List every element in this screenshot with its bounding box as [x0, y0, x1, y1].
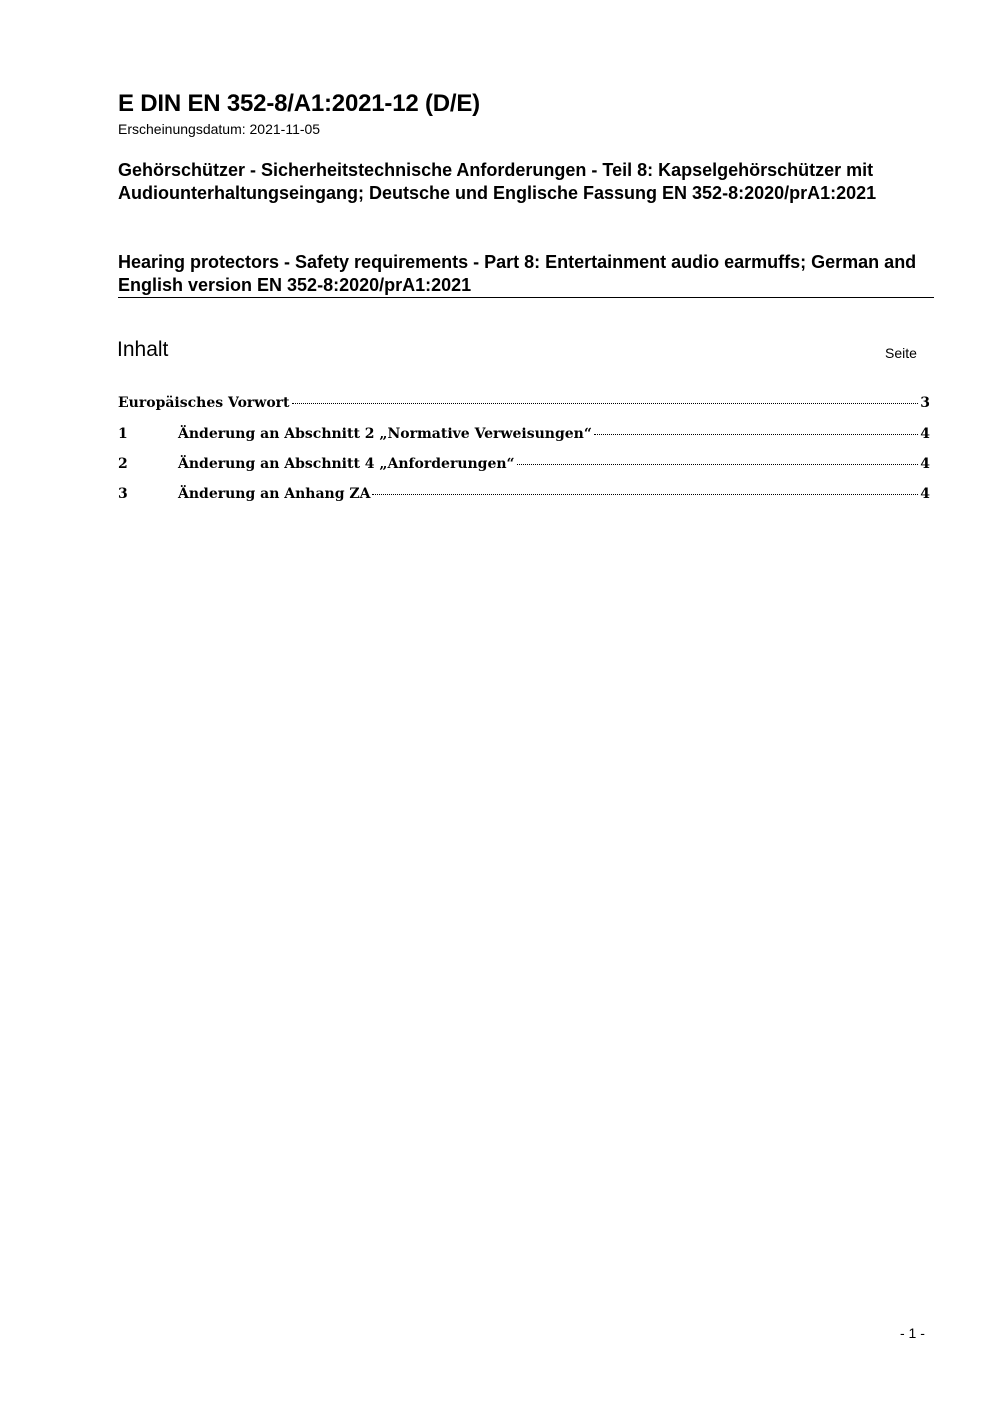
toc-dot-leader [594, 434, 918, 435]
toc-entry-number: 3 [118, 486, 128, 502]
title-divider [118, 297, 934, 298]
toc-entry-number: 2 [118, 456, 128, 472]
title-german: Gehörschützer - Sicherheitstechnische Anforderungen - Teil 8: Kapselgehörschützer mit Audiounterhaltungseingang; Deutsche und Englische Fassung EN 352-8:2020/prA1:2021 [118, 160, 877, 203]
toc-heading: Inhalt [117, 338, 169, 361]
toc-entry-page[interactable]: 3 [920, 395, 930, 411]
toc-entry-label[interactable]: Änderung an Abschnitt 4 „Anforderungen“ [178, 456, 515, 472]
toc-entry-label[interactable]: Änderung an Abschnitt 2 „Normative Verweisungen“ [178, 426, 592, 442]
toc-dot-leader [517, 464, 919, 465]
toc-dot-leader [372, 494, 918, 495]
toc-entry-number: 1 [118, 426, 128, 442]
toc-entry-label[interactable]: Europäisches Vorwort [118, 395, 290, 411]
toc-entry-page[interactable]: 4 [920, 486, 930, 502]
toc-dot-leader [292, 403, 919, 404]
toc-entry-1[interactable] [118, 426, 930, 456]
page-number: - 1 - [900, 1325, 925, 1341]
toc-entry-label[interactable]: Änderung an Anhang ZA [178, 486, 371, 502]
toc-entry-2[interactable] [118, 456, 930, 486]
toc-entry-page[interactable]: 4 [920, 426, 930, 442]
toc-entry-3[interactable] [118, 486, 930, 516]
toc-entry-foreword[interactable] [118, 395, 930, 426]
title-english: Hearing protectors - Safety requirements - Part 8: Entertainment audio earmuffs; German and English version EN 352-8:2020/prA1:2021 [118, 252, 917, 295]
toc-page-label: Seite [885, 345, 917, 361]
toc-entry-page[interactable]: 4 [920, 456, 930, 472]
table-of-contents [118, 395, 930, 516]
publication-date: Erscheinungsdatum: 2021-11-05 [118, 121, 321, 137]
document-id: E DIN EN 352-8/A1:2021-12 (D/E) [118, 90, 480, 117]
